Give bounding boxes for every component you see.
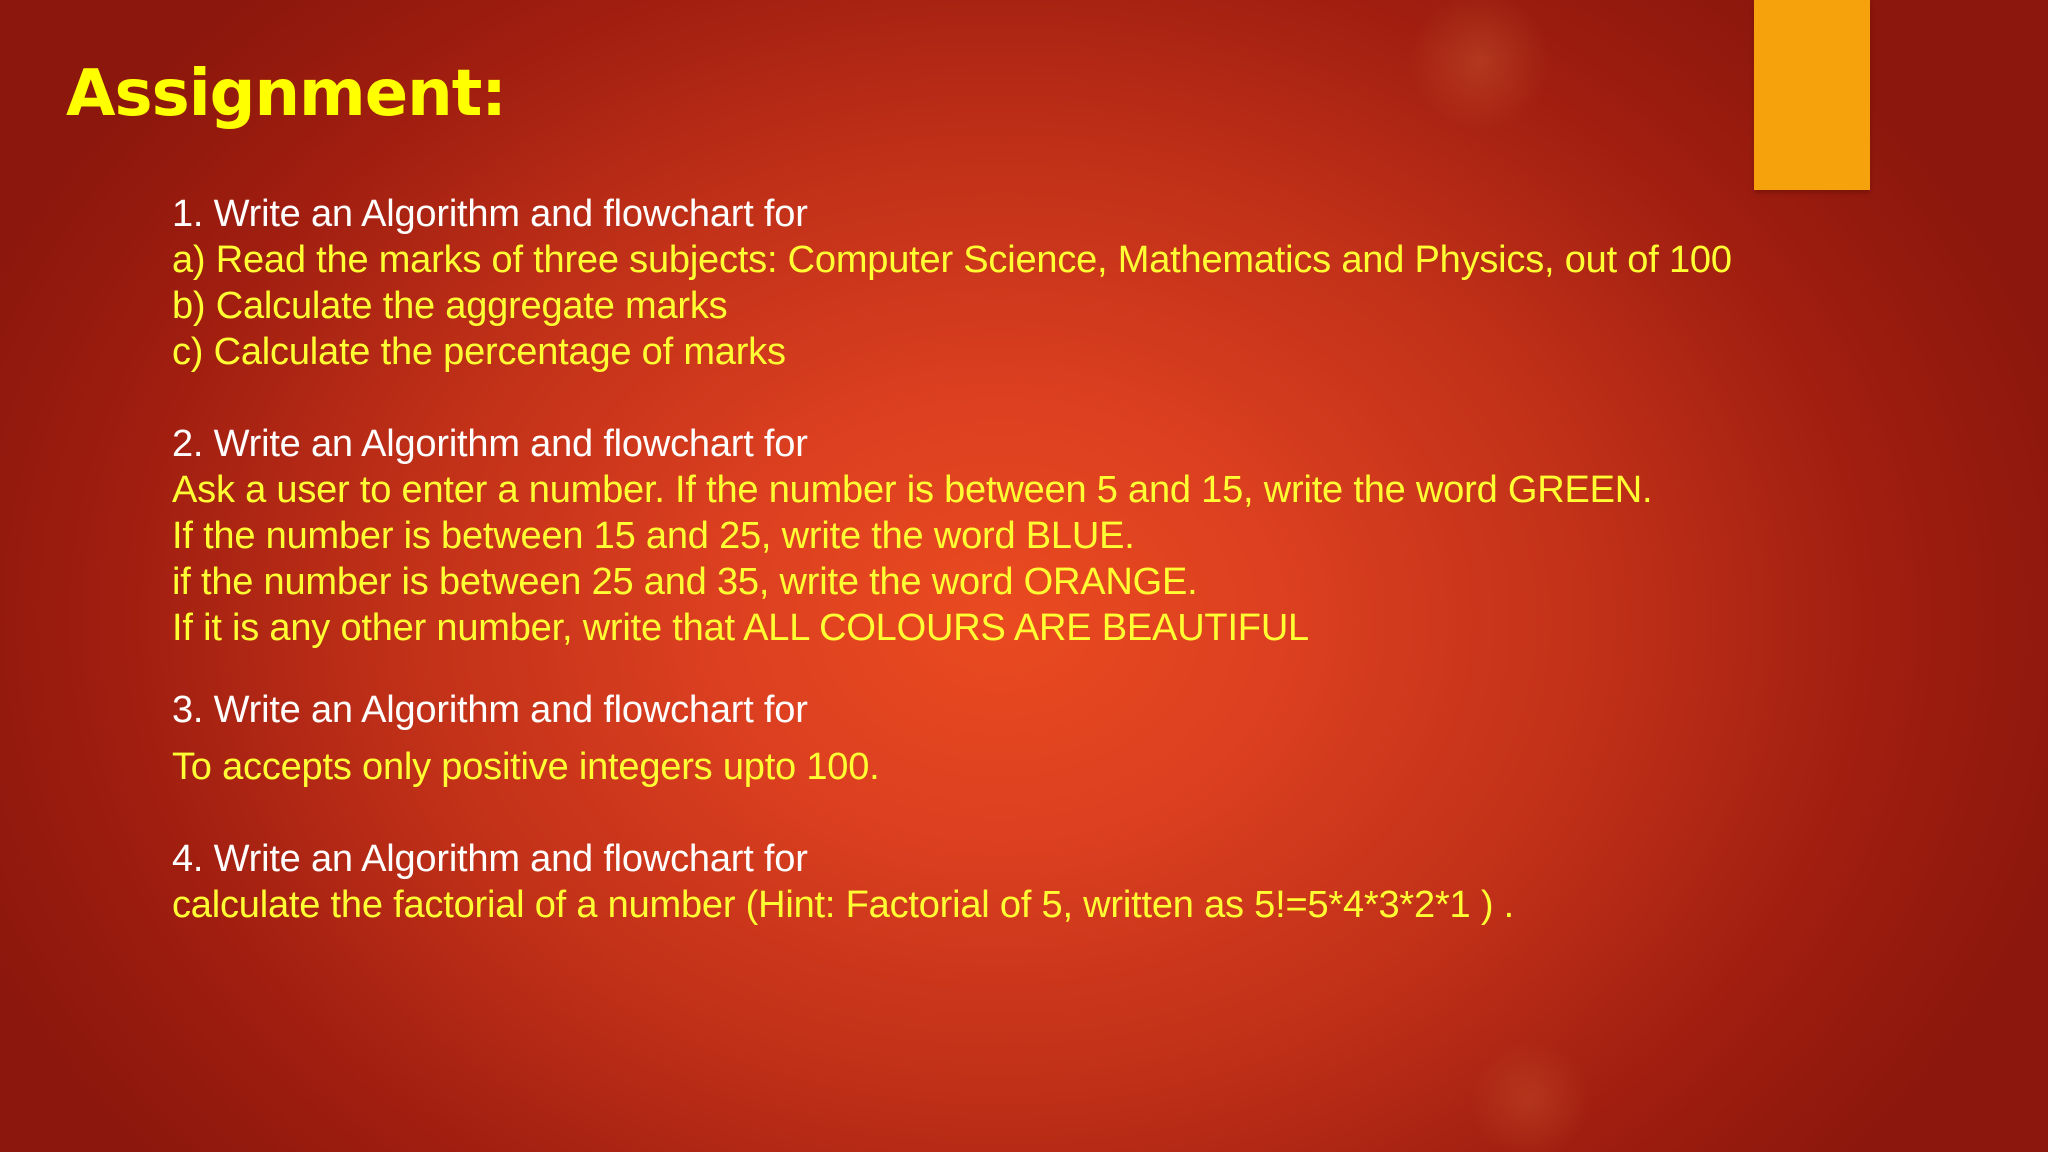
q1-item-a: a) Read the marks of three subjects: Computer Science, Mathematics and Physics, out of 100 (172, 239, 1732, 281)
q4-line: calculate the factorial of a number (Hint: Factorial of 5, written as 5!=5*4*3*2*1 ) . (172, 884, 1514, 926)
accent-bar (1754, 0, 1870, 190)
q1-item-c: c) Calculate the percentage of marks (172, 331, 786, 373)
q2-heading: 2. Write an Algorithm and flowchart for (172, 423, 808, 465)
q1-heading: 1. Write an Algorithm and flowchart for (172, 193, 808, 235)
slide-title: Assignment: (66, 57, 506, 131)
q3-heading: 3. Write an Algorithm and flowchart for (172, 689, 808, 731)
q4-heading: 4. Write an Algorithm and flowchart for (172, 838, 808, 880)
q2-line: If it is any other number, write that ALL COLOURS ARE BEAUTIFUL (172, 607, 1309, 649)
q2-line: if the number is between 25 and 35, write the word ORANGE. (172, 561, 1198, 603)
q2-line: If the number is between 15 and 25, write the word BLUE. (172, 515, 1135, 557)
q3-line: To accepts only positive integers upto 100. (172, 746, 880, 788)
q1-item-b: b) Calculate the aggregate marks (172, 285, 728, 327)
q2-line: Ask a user to enter a number. If the number is between 5 and 15, write the word GREEN. (172, 469, 1653, 511)
